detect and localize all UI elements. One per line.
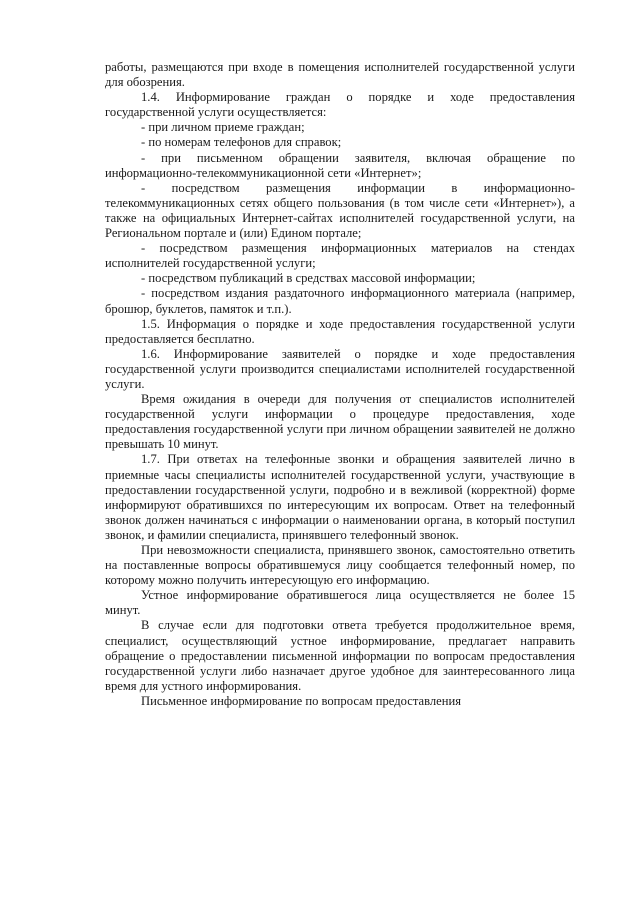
list-item-personal-reception: - при личном приеме граждан; <box>141 120 305 135</box>
list-item-phone-numbers: - по номерам телефонов для справок; <box>141 135 342 150</box>
paragraph-specialist-unavailable: При невозможности специалиста, принявшего звонок, самостоятельно ответить на поставленные вопросы обратившемуся лицу сообщается телефонный номер, по которому можно получить интересующую его информацию. <box>105 543 575 588</box>
list-item-handouts: - посредством издания раздаточного информационного материала (например, брошюр, буклетов, памяток и т.п.). <box>105 286 575 316</box>
paragraph-1: работы, размещаются при входе в помещения исполнителей государственной услуги для обозрения. <box>105 60 575 90</box>
list-item-written-request: - при письменном обращении заявителя, включая обращение по информационно-телекоммуникационной сети «Интернет»; <box>105 150 575 180</box>
paragraph-2: 1.4. Информирование граждан о порядке и ходе предоставления государственной услуги осуществляется: <box>105 90 575 120</box>
list-item-internet-info: - посредством размещения информации в информационно-телекоммуникационных сетях общего пользования (в том числе сети «Интернет»), а также на официальных Интернет-сайтах исполнителей государственной услуги, на Региональном портале и (или) Едином портале; <box>105 180 575 241</box>
paragraph-1-5: 1.5. Информация о порядке и ходе предоставления государственной услуги предоставляется бесплатно. <box>105 316 575 346</box>
list-item-stands: - посредством размещения информационных материалов на стендах исполнителей государственной услуги; <box>105 241 575 271</box>
paragraph-written-info: Письменное информирование по вопросам предоставления <box>141 693 462 708</box>
paragraph-long-preparation: В случае если для подготовки ответа требуется продолжительное время, специалист, осуществляющий устное информирование, предлагает направить обращение о предоставлении письменной информации по вопросам предоставления государственной услуги либо назначает другое удобное для заинтересованного лица время для устного информирования. <box>105 618 575 693</box>
paragraph-oral-duration: Устное информирование обратившегося лица осуществляется не более 15 минут. <box>105 588 575 618</box>
list-item-mass-media: - посредством публикаций в средствах массовой информации; <box>141 271 476 286</box>
paragraph-1-6: 1.6. Информирование заявителей о порядке и ходе предоставления государственной услуги производится специалистами исполнителей государственной услуги. <box>105 346 575 391</box>
paragraph-waiting-time: Время ожидания в очереди для получения от специалистов исполнителей государственной услуги информации о процедуре предоставления, ходе предоставления государственной услуги при личном обращении заявителей не должно превышать 10 минут. <box>105 392 575 452</box>
paragraph-1-7: 1.7. При ответах на телефонные звонки и обращения заявителей лично в приемные часы специалисты исполнителей государственной услуги, участвующие в предоставлении государственной услуги, подробно и в вежливой (корректной) форме информируют обратившихся по интересующим их вопросам. Ответ на телефонный звонок должен начинаться с информации о наименовании органа, в который поступил звонок, и фамилии специалиста, принявшего телефонный звонок. <box>105 452 575 542</box>
document-body <box>105 60 575 709</box>
